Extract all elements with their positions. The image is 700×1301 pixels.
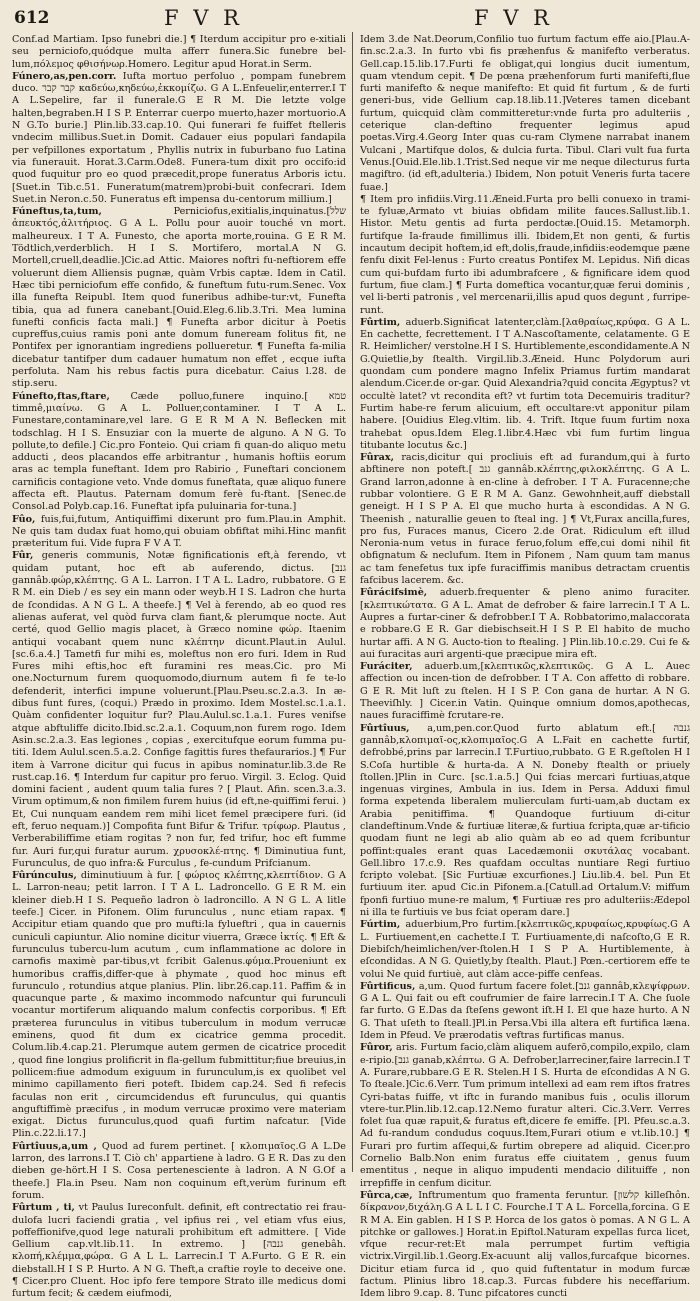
entry-headword: Fûo, xyxy=(12,513,36,525)
entry-text: Perniciofus,exitialis,inquinatus.[שלל ἀπευκτός,ἀλιτήριος. G A L. Pollu pour auoir touché vn mort. malheureux. I T A. Funesto, che aporta morte,rouina. G E R M. Tödtlich,verderblich. H I S. Mortifero, mortal.A N G. Mortell,cruell,deadlie.]Cic.ad Attic. Maiores noftri fu-neftiorem effe voluerunt diem Alliensis pugnæ, quàm Vrbis captæ. Idem in Catil. Hæc tibi perniciofum effe confido, & funeftum futu-rum.Senec. Vox illa funefta Reipubl. Item quod funeribus adhibe-tur:vt, Funefta tibia, qua ad funera canebant.[Ouid.Eleg.6.lib.3.Tri. Mea lumina funefti conficis facta mali.] ¶ Funefta arbor dicitur à Poetis cupreffus,cuius ramis poni ante domum funeream folitus fit, ne Pontifex per ignorantiam ingrediens pollueretur. ¶ Funefta fa-milia dicebatur tantifper dum cadauer humatum non effet , ecque iufta perfoluta. Nam his rebus factis pura dicebatur. Caius l.28. de stip.seru. xyxy=(12,206,346,390)
entry-headword: Furáciter, xyxy=(360,661,413,673)
dictionary-entry xyxy=(12,1202,346,1300)
dictionary-entry xyxy=(360,661,690,722)
entry-text: aduerb.um,[κλεπτικῶς,κλεπτικῶς. G A L. Auec affection ou incen-tion de deſrobber. I T A. Con affetto di robbare. G E R. Mit luſt zu ſtelen. H I S P. Con gana de hurtar. A N G. Theeviſhly. ] Cicer.in Vatin. Quinque omnium domos,apothecas, naues furaciffimè fcrutare-re. xyxy=(360,661,690,722)
dictionary-entry xyxy=(12,71,346,206)
entry-text: diminutiuum à fur. [ φώριος κλέπτης,κλεπτίδιον. G A L. Larron-neau; petit larron. I T A L. Ladroncello. G E R M. ein kleiner dieb.H I S. Pequeño ladron ò ladroncillo. A N G L. A litle teefe.] Cicer. in Pifonem. Olim furunculus , nunc etiam rapax. ¶ Accipitur etiam quando que pro mufti:la fylueftri , qua in cauernis cuniculi capiuntur. Alio nomine dicitur viuerra, Græce ἰκτίς. ¶ Eft & furunculus tubercu-lum acutum , cum inflammatione ac dolore in carnofis maximè par-tibus,vt fcribit Galenus.φύμα.Proueniunt ex humoribus craffis,differ-que à phymate , quod hoc minus eft furunculo , rotundius atque planius. Plin. libr.26.cap.11. Paffim & in quacunque parte , & maximo incommodo nafcuntur qui furunculi vocantur mortiferum aliquando malum confectis corporibus. ¶ Eft præterea furunculus in vitibus tuberculum in modum verrucæ eminens, quod fit dum ex cicatrice gemma procedit. Colum.lib.4.cap.21. Plerumque autem germen de cicatrice procedit , quod fine longius prolificrit in fla-gellum fubmittitur;fiue breuius,in pollicem:fiue admodum exiguum in furunculum,is ex quolibet vel minimo capillamento fieri poteft. Ibidem cap.24. Sed fi refecis faculas non erit , circumcidendus eft furunculus, qui quantis anguftiffimè præcifus , in modum verrucæ proximo vere materiam exigat. Dictus furunculus,quod quafi furtim nafcatur. [Vide Plin.c.22.li.17.] xyxy=(12,870,346,1140)
dictionary-entry xyxy=(360,587,690,661)
dictionary-entry xyxy=(360,452,690,587)
entry-headword: Fûrtîuus, xyxy=(360,722,410,734)
dictionary-entry xyxy=(12,1141,346,1202)
entry-headword: Fûrtim, xyxy=(360,316,401,328)
entry-text: Idem 3.de Nat.Deorum,Confilio tuo furtum factum effe aio.[Plau.A-fin.sc.2.a.3. In furto vbi fis præhenfus & manifefto verberatus. Gell.cap.15.lib.17.Furti fe obligat,qui longius ducit iumentum, quam vtendum cepit. ¶ De pœna præhenforum furti manifefti,flue furti manifefto & neque manifefto: Et quid fit furtum , & de furti generi-bus, vide Gellium cap.18.lib.11.]Veteres tamen dicebant furtum, quicquid clàm committeretur:vnde furta pro adulteriis , ceterique clan-deftino frequenter legimus apud poetas.Virg.4.Georg Inter quas cu-ram Clymene narrabat inanem Vulcani , Martifque dolos, & dulcia furta. Tibul. Clari vult fua furta Venus.[Ouid.Ele.lib.1.Trist.Sed neque vir me neque dilecturus furta magiftro. (id eft,adulteria.) Ibidem, Non potuit Veneris furta tacere fuae.] xyxy=(360,34,690,193)
entry-text: ¶ Item pro infidiis.Virg.11.Æneid.Furta pro belli conuexo in trami-te fyluæ,Armato vt biuias obfidam milite fauces.Sallust.lib.1. Histor. Metu gentis ad furta perdoctæ.[Ouid.15. Metamorph. furtifque Ia-fraude fimillimus illi. Ibidem,Et non genti, & furtis incautum decipit hoftem,id eft,dolis,fraude,infidiis:eodemque pæne fenfu dixit Fel-lenus : Furto creatus Pontifex M. Lepidus. Nifi dicas cum qui-bufdam furto ibi adumbrafcere , & fignificare idem quod furtum, fiue clam.] ¶ Furta domeftica vocantur,quæ ferui dominis , vel li-berti patronis , vel mercenarii,illis apud quos degunt , furripe-runt. xyxy=(360,193,690,316)
entry-text: aduerbium,Pro furtim.[κλεπτικῶς,κρυφαίως,κρυφίως.G A L. Furtiuement,en cachette.I T. Furtiuamente,di naſcoſto,G E R. Diebiſch/heimlichen/ver-ſtolen.H I S P A. Hurtiblemente, à eſcondidas. A N G. Quietly,by ſtealth. Plaut.] Pœn.-certiorem effe te volui Ne quid furtiuè, aut clàm acce-piffe cenfeas. xyxy=(360,919,690,980)
dictionary-entry xyxy=(12,550,346,870)
entry-text: aduerb.Significat latenter,clàm.[λαθραίως,κρύφα. G A L. En cachette, fecrettement. I T A.Nascoſtamente, celatamente. G E R. Heimlicher/ verstolne.H I S. Hurtiblemente,escondidamente.A N G.Quietlie,by ſtealth. Virgil.lib.3.Æneid. Hunc Polydorum auri quondam cum pondere magno Infelix Priamus furtim mandarat alendum.Cicer.de or-gar. Quid Alexandria?quid concita Ægyptus? vt occultè latet? vt recondita eft? vt furtim tota Decemuiris traditur? Furtim habe-re ferum alicuium, eft occultare:vt apponitur pilam habere. [Ouidius Eleg.vltim. lib. 4. Trift. Itque fuum furtim noxa trahebat opus.Idem Eleg.1.libr.4.Hæc vbi fum furtim lingua titubante locutus &c.] xyxy=(360,316,690,451)
dictionary-entry xyxy=(360,1190,690,1301)
right-column xyxy=(360,34,691,1300)
entry-text: generis communis, Notæ fignificationis eft,à ferendo, vt quidam putant, hoc eft ab auferendo, dictus. [גנב gannâb.φώρ,κλέπτης. G A L. Larron. I T A L. Ladro, rubbatore. G E R M. ein Dieb / es sey ein mann oder weyb.H I S. Ladron che hurta de ſcondidas. A N G L. A theefe.] ¶ Vel à ferendo, ab eo quod res alienas auferat, vel quòd furva clam fiant,& plerumque nocte. Aut certé, quod Gellio magis placet, à Græco nomine φώρ. Itaenim antiqui vocabant quem nunc κλέπτην dicunt.Plaut.in Aulul.[sc.6.a.4.] Tametfi fur mihi es, moleftus non ero furi. Idem in Rud Fures mihi eftis,hoc eft furamini res meas.Cic. pro Mi one.Nocturnum furem quoquomodo,diurnum autem fi fe te-lo defenderit, interfici impune voluerunt.[Plau.Pseu.sc.2.a.3. In æ-dibus funt fures, (coqui.) Prædo in proximo. Idem Mostel.sc.1.a.1. Quàm confidenter loquitur fur? Plau.Aulul.sc.1.a.1. Fures venifse atque abftuliffe dicito.Ibid.sc.2.a.1. Coquum,non furem rogo. Idem Asin.sc.2.a.3. Eas legiones , copias , exercitufque eorum fumma pu-titi. Idem Aulul.scen.5.a.2. Confige fagittis fures thefaurarios.] ¶ Fur item à Varrone dicitur qui fucus in apibus nominatur.lib.3.de Re rust.cap.16. ¶ Interdum fur capitur pro feruo. Virgil. 3. Eclog. Quid domini facient , audent quum talia fures ? [ Plaut. Afin. scen.3.a.3. Virum optimum,& non fimilem furem huius (id eft,ne-quiffimi ferui. ) Et, Cui nunquam eandem rem mihi licet femel præcipere furi. (id eft, feruo nequam.)] Compofita funt Bifur & Trifur. τρίφωρ. Plautus , Verberabiliffime etiam rogitas ? non fur, fed trifur, hoc eft fumme fur. Auri fur,qui furatur aurum. χρυσοκλέ-πτης. ¶ Diminutiua funt, Furunculus, de quo infra:& Furculus , fe-cundum Prifcianum. xyxy=(12,550,346,869)
entry-headword: Fûrtîuus,a,um , xyxy=(12,1140,97,1152)
entry-text: Quod ad furem pertinet. [ κλοπιμαῖος.G A L.De larron, des larrons.I T. Ciò ch' appartiene à ladro. G E R. Das zu den dieben ge-hört.H I S. Cosa pertenesciente à ladron. A N G.Of a theefe.] Fla.in Pseu. Nam non coquinum eft,verùm furinum eft forum. xyxy=(12,1140,346,1201)
entry-headword: Fûrúnculus, xyxy=(12,870,77,882)
left-column xyxy=(12,34,347,1300)
entry-text: Inftrumentum quo framenta feruntur. [קלשון killeſhôn. δίκρανον,διχάλη.G A L L I C. Fourche.I T A L. Forcella,forcina. G E R M A. Ein gablen. H I S P. Horca de los gatos ò pomas. A N G L. A pitchke or gallowes.] Horat.in Epiftol.Naturam expellas furca licet, vfque recur-ret:Et mala perrumpet furtim veftigia victrix.Virgil.lib.1.Georg.Ex-acuunt alij vallos,furcafque bicornes. Dicitur etiam furca id , quo quid fuftentatur in modum furcæ factum. Plinius libro 18.cap.3. Furcas fubdere his neceffarium. Idem libro 9.cap. 8. Tunc pifcatores cuncti xyxy=(360,1189,691,1300)
dictionary-entry xyxy=(12,206,346,390)
entry-headword: Fúrtim, xyxy=(360,919,401,931)
entry-text: a,um. Quod furtum facere folet.[גנב gannâb,κλεψίφρων. G A L. Qui fait ou eft coufrumier de faire larrecin.I T A. Che ſuole far furto. G E.Das da ſteſens gewont iſt.H I. El que haze hurto. A N G. That uſeth to ſteall.]Pl.in Persa.Vbi illa altera eft furtifica læna. Idem in Pfeud. Ve prærodatis veftras furtificas manus. xyxy=(360,980,690,1042)
entry-text: a,um,pen.cor.Quod furto ablatum eft.[ גנבה gannâb,κλοπιμαῖ-ος,κλοπιμαῖος.G A L.Fait en cachette furtif, defrobbé,prins par larrecin.I T.Furtiuo,rubbato. G E R.geſtolen H I S.Coſa hurtible & hurta-da. A N. Doneby ftealth or priuely ſtollen.]Plin in Curc. [sc.1.a.5.] Qui fcias mercari furtiuas,atque ingenuas virgines, Ambula in ius. Idem in Persa. Adduxi fimul forma expetenda liberalem mulierculam furti-uam,ab ductam ex Arabia penitiffima. ¶ Quandoque furtiuum di-citur clandeftinum.Vnde & furtiuæ literæ,& furtiua fcripta,quæ ar-tificio quodam fiunt ne legi ab alio quàm ab eo ad quem fcribuntur poffint:quales erant quas Lacedæmonii σκυτάλας vocabant. Gell.libro 17.c.9. Res quafdam occultas nuntiare Regi furtiuo fcripto volebat. [Sic Furtiuæ excurfiones.] Liu.lib.4. bel. Pun Et furtiuum iter. apud Cic.in Pifonem.a.[Catull.ad Ortalum.V: miffum fponfi furtiuo mune-re malum, ¶ Furtiuæ res pro adulteriis:Ædepol ni illa te furtiuis ve bus fciat operam dare.] xyxy=(360,722,690,919)
entry-text: Cæde polluo,funere inquino.[ טמא timmê,μιαίνω. G A L. Polluer,contaminer. I T A L. Funestare,contaminare,vel lare. G E R M A N. Beflecken mit todschlag. H I S. Ensuziar con la muerte de alguno. A N G. To pollute,to defile.] Cic.pro Fonteio. Qui criam fi quan-do aliquo metu adducti , deos placandos effe arbitrantur , humanis hoftiis eorum aras ac templa funeftant. Idem pro Rabirio , Funeftari concionem carnificis contagione veto. Vnde domus funeftata, quæ aliquo funere affecta eft. Plautus. Paternam domum ferè fu-ftant. [Senec.de Consol.ad Polyb.cap.16. Funeftat ipfa puluinaria for-tuna.] xyxy=(12,390,346,513)
dictionary-entry xyxy=(360,317,690,452)
entry-headword: Fûrácifsimè, xyxy=(360,587,428,599)
entry-text: Conf.ad Martiam. Ipso funebri die.] ¶ Iterdum accipitur pro e-xitiali seu perniciofo,quódque multa afferr funera.Sic funebre bel-lum,πόλεμος φθισήνωρ.Homero. Legitur apud Horat.in Serm. xyxy=(12,34,346,70)
entry-headword: Fúnero,as,pen.corr. xyxy=(12,70,117,82)
entry-headword: Fûrtum , ti, xyxy=(12,1202,75,1214)
entry-text: fuis,fui,futum, Antiquiffimi dixerunt pro fum.Plau.in Amphit. Ne quis tam dudax fuat homo,qui obuiam obfiftat mihi.Hinc manfit præteritum fui. Vide fupra F V A T. xyxy=(12,513,346,550)
dictionary-entry xyxy=(12,34,346,71)
column-divider xyxy=(352,32,353,1172)
dictionary-entry xyxy=(12,870,346,1141)
dictionary-entry xyxy=(360,981,690,1042)
entry-headword: Fúneftus,ta,tum, xyxy=(12,206,102,218)
dictionary-entry xyxy=(360,34,690,194)
dictionary-entry xyxy=(360,194,690,317)
page-header xyxy=(14,6,686,32)
entry-text: vt Paulus Iureconfult. definit, eft contrectatio rei frau-dulofa lucri faciendi gratia , vel ipfius rei , vel etiam vfus eius, poffeffionifve,quod lege naturali prohibitum eft admittere. [ Vide Gellium cap.vlt.lib.11. In extremo. ] [גנבה genebâh. κλοπή,κλέμμα,φώρα. G A L L. Larrecin.I T A.Furto. G E R. ein diebstall.H I S P. Hurto. A N G. Theft,a craftie royle to deceive one. ¶ Cicer.pro Cluent. Hoc ipfo fere tempore Strato ille medicus domi furtum fecit; & cædem eiufmodi, xyxy=(12,1202,347,1300)
entry-text: Iufta mortuo perfoluo , pompam funebrem duco. קבר קבר καδεύω,κηδεύω,ἐκκομίζω. G A L.Enfeuelir,enterrer.I T A L.Sepelire, far il funerale.G E R M. Die letzte volge halten,begraben.H I S P. Enterrar cuerpo muerto,hazer mortuorio.A N G.To burie.] Plin.lib.33.cap.10. Qui funerari fe fuiffet ftelleris vndecim millibus.Suet.in Domit. Cadauer eius populari fandapila per vefpillones exportatum , Phyllis nutrix in fuburbano fuo Latina via funerauit. Horat.3.Carm.Ode8. Funera-tum dixit pro occifo:id quod fuquitur pro eo quod præcedit,prope funeratus Arboris ictu. [Suet.in Tib.c.51. Funeratum(matrem)probi-buit confecrari. Idem Suet.in Neron.c.50. Funeratus eft impensa du-centorum millium.] xyxy=(12,70,347,205)
page-number: 612 xyxy=(14,8,50,28)
entry-headword: Fûrax, xyxy=(360,452,394,464)
dictionary-entry xyxy=(360,919,690,980)
running-head-left: F V R xyxy=(164,6,243,30)
dictionary-entry xyxy=(360,723,690,920)
entry-headword: Fúnefto,ftas,ftare, xyxy=(12,390,110,402)
running-head-right: F V R xyxy=(474,6,553,30)
entry-headword: Fûrtificus, xyxy=(360,980,416,992)
dictionary-entry xyxy=(12,514,346,551)
entry-text: racis,dicitur qui procliuis eft ad furandum,qui à furto abftinere non poteft.[ גנב gannâb.κλέπτης,φιλοκλέπτης. G A L. Grand larron,adonne à en-cline à defrober. I T A. Furacenne;che rubbar volontiere. G E R M A. Ganz. Gewohnheit,auff diebstall geneigt. H I S P A. El que mucho hurta à escondidas. A N G. Theenish , naturallie geuen to ſteal ing. ] ¶ Vt,Furax ancilla,fures, pro fus, Furaces manus, Cicero 2.de Orat. Ridiculum eft illud Neronia-num vetus in furace feruo,folum effe,cui domi nihil fit obfignatum & neclufum. Item in Pifonem , Nam quum tam manus ac tam fenefetus tux ipfe furaciffimis manibus detractam cruentis fafcibus lacerem. &c. xyxy=(360,452,691,587)
entry-headword: Fûror, xyxy=(360,1042,393,1054)
dictionary-entry xyxy=(360,1042,690,1190)
entry-text: aris. Furtum facio,clàm aliquem auferō,compilo,expilo, clam e-ripio.[גנב ganab,κλέπτω. G A. Defrober,larreciner,faire larrecin.I T A. Furare,rubbare.G E R. Stelen.H I S. Hurta de eſcondidas A N G. To ſteale.]Cic.6.Verr. Tum primum intellexi ad eam rem iftos fratres Cyri-batas fuiffe, vt iftc in furando manibus fuis , oculis illorum vtere-tur.Plin.lib.12.cap.12.Nemo furatur alteri. Cic.3.Verr. Verres folet ſua quæ rapuit,& furatus eft,dicere fe emiffe. [Pl. Pfeu.sc.a.3. Ad fu-randum condudus coquus.Item,Furari otium e vt.lib.10.] ¶ Furari pro furtim aſſequi,& furtim obrepere ad aliquid. Cicer.pro Cornelio Balb.Non enim furatus effe ciuitatem , genus fuum ementitus , neque in aliquo impudenti mendacio dilituiffe , non irrepfiffe in cenfum dicitur. xyxy=(360,1042,691,1189)
entry-text: aduerb.frequenter & pleno animo furaciter.[κλεπτικώτατα. G A L. Amat de defrober & faire larrecin.I T A L. Aupres a furtar-ciner & defrobber.I T A. Robbatorimo,malaccorata e robbare.G E R. Gar diebischseit.H I S P. El habito de mucho hurtar affi. A N G. Aucto-tion to ftealing. ] Plin.lib.10.c.29. Cui fe & aui furacitas auri argenti-que præcipue mira eft. xyxy=(360,587,690,660)
entry-headword: Fûrca,cæ, xyxy=(360,1189,413,1201)
dictionary-entry xyxy=(12,391,346,514)
entry-headword: Fûr, xyxy=(12,550,34,562)
